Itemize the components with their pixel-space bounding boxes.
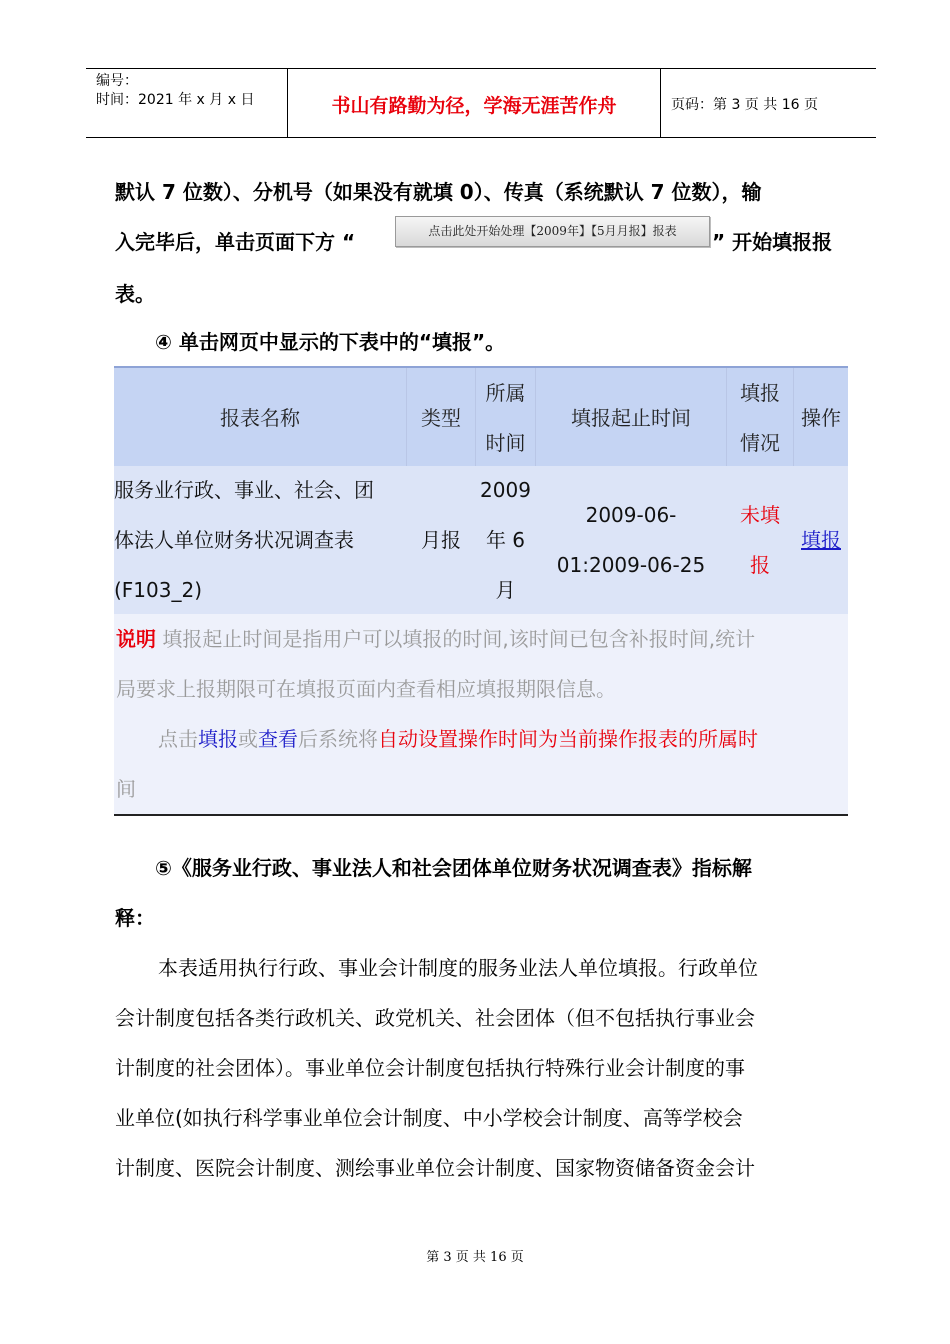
para1-line3: 表。: [115, 282, 155, 306]
note-line3-a: 点击: [158, 727, 198, 751]
row-name-3: (F103_2): [114, 578, 203, 602]
note-line3-f: 自动设置操作时间为当前操作报表的所属时: [378, 727, 758, 751]
body-line-5: 计制度、医院会计制度、测绘事业单位会计制度、国家物资储备资金会计: [115, 1156, 755, 1180]
step5-line2: 释：: [115, 906, 155, 930]
page-label: 页码：第 3 页 共 16 页: [671, 97, 818, 113]
row-period-2: 年 6: [485, 528, 526, 552]
note-text1: 填报起止时间是指用户可以填报的时间,该时间已包含补报时间,统计: [156, 627, 756, 651]
note-line3-c: 或: [238, 727, 258, 751]
para1-line2-after: ” 开始填报报: [712, 230, 833, 254]
row-name: [114, 466, 410, 614]
header-page-cell: [661, 69, 876, 137]
row-period: [476, 466, 535, 614]
header-status-1: 填报: [740, 381, 780, 405]
row-range-2: 01:2009-06-25: [556, 553, 706, 577]
header-meta: [86, 69, 288, 137]
body-line-3: 计制度的社会团体）。事业单位会计制度包括执行特殊行业会计制度的事: [115, 1056, 745, 1080]
step5-line1: ⑤《服务业行政、事业法人和社会团体单位财务状况调查表》指标解: [155, 856, 752, 880]
number-label: 编号：: [96, 73, 138, 89]
header-period-1: 所属: [485, 381, 526, 405]
step4-heading: ④ 单击网页中显示的下表中的“填报”。: [155, 330, 506, 354]
note-line2: 局要求上报期限可在填报页面内查看相应填报期限信息。: [116, 677, 616, 701]
table-row: [114, 466, 848, 614]
note-line1: [116, 614, 848, 664]
header-period-2: 时间: [485, 431, 526, 455]
header-type: 类型: [407, 368, 476, 468]
row-status-2: 报: [750, 553, 770, 577]
row-range-1: 2009-06-: [585, 503, 677, 527]
page-header: [86, 68, 876, 138]
row-name-2: 体法人单位财务状况调查表: [114, 528, 354, 552]
table-note: [114, 614, 848, 816]
row-op: [794, 466, 848, 614]
note-line4: 间: [116, 777, 136, 801]
para1-line1: 默认 7 位数）、分机号（如果没有就填 0）、传真（系统默认 7 位数），输: [115, 180, 762, 204]
time-label: 时间：2021 年 x 月 x 日: [96, 92, 255, 108]
header-range: 填报起止时间: [536, 368, 727, 468]
header-op: 操作: [801, 406, 841, 430]
row-type: 月报: [421, 528, 461, 552]
row-period-3: 月: [495, 578, 516, 602]
page-footer: 第 3 页 共 16 页: [426, 1250, 524, 1265]
row-name-1: 服务业行政、事业、社会、团: [114, 478, 374, 502]
table-header: [114, 366, 848, 468]
note-fill-word: 填报: [198, 727, 238, 751]
note-label: 说明: [116, 627, 156, 651]
note-view-word: 查看: [258, 727, 298, 751]
body-line-1: 本表适用执行行政、事业会计制度的服务业法人单位填报。行政单位: [158, 956, 758, 980]
row-period-1: 2009: [480, 478, 531, 502]
header-motto-cell: [288, 69, 661, 137]
body-line-4: 业单位(如执行科学事业单位会计制度、中小学校会计制度、高等学校会: [115, 1106, 743, 1130]
para1-line2-before: 入完毕后，单击页面下方 “: [115, 230, 356, 254]
header-period: [476, 368, 536, 468]
header-status: [727, 368, 794, 468]
row-range: [536, 466, 726, 614]
note-line3-e: 后系统将: [298, 727, 378, 751]
header-name: 报表名称: [114, 368, 407, 468]
motto: 书山有路勤为径，学海无涯苦作舟: [331, 95, 617, 117]
header-status-2: 情况: [740, 431, 780, 455]
start-processing-button[interactable]: 点击此处开始处理【2009年】【5月月报】报表: [395, 216, 710, 247]
note-line3: [158, 714, 848, 764]
row-status: [727, 466, 793, 614]
body-line-2: 会计制度包括各类行政机关、政党机关、社会团体（但不包括执行事业会: [115, 1006, 755, 1030]
row-status-1: 未填: [740, 503, 780, 527]
fill-report-link[interactable]: 填报: [801, 528, 841, 552]
